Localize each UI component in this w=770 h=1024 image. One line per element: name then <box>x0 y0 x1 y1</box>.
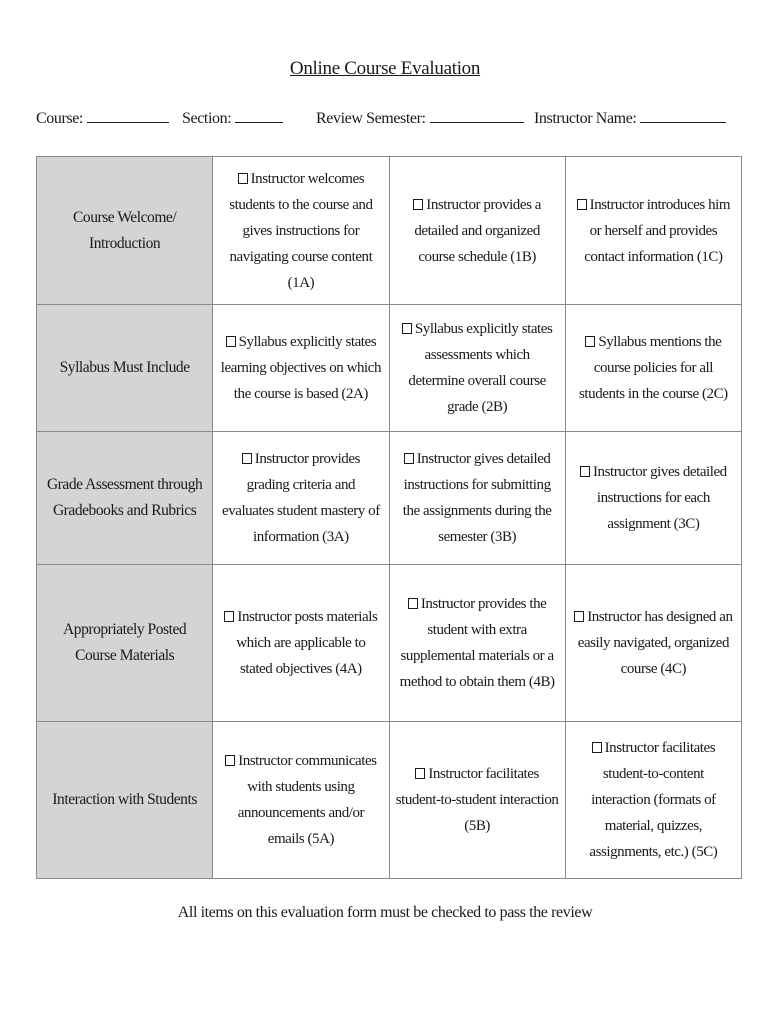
criterion-cell[interactable] <box>389 565 565 722</box>
criterion-text: Instructor provides the student with extra supplemental materials or a method to obtain them (4B) <box>399 596 555 690</box>
section-blank[interactable] <box>235 108 283 123</box>
table-row <box>37 157 742 305</box>
table-row <box>37 565 742 722</box>
row-heading: Syllabus Must Include <box>37 305 213 432</box>
criterion-text: Instructor communicates with students using announcements and/or emails (5A) <box>237 753 377 847</box>
criterion-cell[interactable] <box>389 722 565 879</box>
criterion-text: Instructor gives detailed instructions for each assignment (3C) <box>593 464 727 532</box>
criterion-text: Instructor provides grading criteria and evaluates student mastery of information (3A) <box>221 451 380 545</box>
criterion-text: Instructor gives detailed instructions for submitting the assignments during the semester (3B) <box>402 451 552 545</box>
checkbox-icon[interactable] <box>577 199 587 210</box>
review-semester-label: Review Semester: <box>316 110 426 127</box>
checkbox-icon[interactable] <box>580 466 590 477</box>
criterion-cell[interactable] <box>565 432 741 565</box>
criterion-text: Syllabus mentions the course policies for all students in the course (2C) <box>579 334 728 402</box>
course-label: Course: <box>36 110 83 127</box>
review-semester-field[interactable] <box>316 108 524 128</box>
criterion-text: Instructor has designed an easily navigated, organized course (4C) <box>577 609 733 677</box>
criterion-cell[interactable] <box>565 722 741 879</box>
checkbox-icon[interactable] <box>402 323 412 334</box>
criterion-cell[interactable] <box>565 157 741 305</box>
criterion-cell[interactable] <box>565 565 741 722</box>
instructor-name-blank[interactable] <box>640 108 726 123</box>
checkbox-icon[interactable] <box>238 173 248 184</box>
section-field[interactable] <box>182 108 283 128</box>
review-semester-blank[interactable] <box>430 108 524 123</box>
criterion-text: Syllabus explicitly states assessments which determine overall course grade (2B) <box>408 321 553 415</box>
checkbox-icon[interactable] <box>404 453 414 464</box>
checkbox-icon[interactable] <box>225 755 235 766</box>
criterion-cell[interactable] <box>213 722 389 879</box>
footer-note: All items on this evaluation form must be checked to pass the review <box>177 904 593 921</box>
checkbox-icon[interactable] <box>592 742 602 753</box>
table-row <box>37 305 742 432</box>
criterion-text: Instructor provides a detailed and organized course schedule (1B) <box>414 196 541 265</box>
criterion-cell[interactable] <box>389 157 565 305</box>
checkbox-icon[interactable] <box>242 453 252 464</box>
evaluation-table <box>36 156 742 879</box>
criterion-cell[interactable] <box>213 305 389 432</box>
criterion-text: Instructor posts materials which are applicable to stated objectives (4A) <box>236 609 378 677</box>
table-row <box>37 432 742 565</box>
checkbox-icon[interactable] <box>415 768 425 779</box>
criterion-text: Instructor introduces him or herself and provides contact information (1C) <box>584 196 731 265</box>
criterion-cell[interactable] <box>213 565 389 722</box>
section-label: Section: <box>182 110 232 127</box>
checkbox-icon[interactable] <box>408 598 418 609</box>
row-heading: Course Welcome/ Introduction <box>37 157 213 305</box>
course-blank[interactable] <box>87 108 169 123</box>
checkbox-icon[interactable] <box>574 611 584 622</box>
criterion-text: Syllabus explicitly states learning objectives on which the course is based (2A) <box>220 334 382 402</box>
table-row <box>37 722 742 879</box>
instructor-name-field[interactable] <box>534 108 726 128</box>
checkbox-icon[interactable] <box>413 199 423 210</box>
checkbox-icon[interactable] <box>224 611 234 622</box>
criterion-text: Instructor welcomes students to the course and gives instructions for navigating course content (1A) <box>229 170 373 291</box>
checkbox-icon[interactable] <box>585 336 595 347</box>
criterion-text: Instructor facilitates student-to-content interaction (formats of material, quizzes, assignments, etc.) (5C) <box>589 740 718 860</box>
criterion-cell[interactable] <box>389 432 565 565</box>
row-heading: Grade Assessment through Gradebooks and Rubrics <box>37 432 213 565</box>
page-title: Online Course Evaluation <box>289 58 481 79</box>
criterion-text: Instructor facilitates student-to-student interaction (5B) <box>395 766 559 834</box>
criterion-cell[interactable] <box>213 157 389 305</box>
course-field[interactable] <box>36 108 169 128</box>
row-heading: Appropriately Posted Course Materials <box>37 565 213 722</box>
checkbox-icon[interactable] <box>226 336 236 347</box>
header-fields <box>36 108 756 132</box>
row-heading: Interaction with Students <box>37 722 213 879</box>
instructor-name-label: Instructor Name: <box>534 110 637 127</box>
criterion-cell[interactable] <box>389 305 565 432</box>
criterion-cell[interactable] <box>213 432 389 565</box>
criterion-cell[interactable] <box>565 305 741 432</box>
